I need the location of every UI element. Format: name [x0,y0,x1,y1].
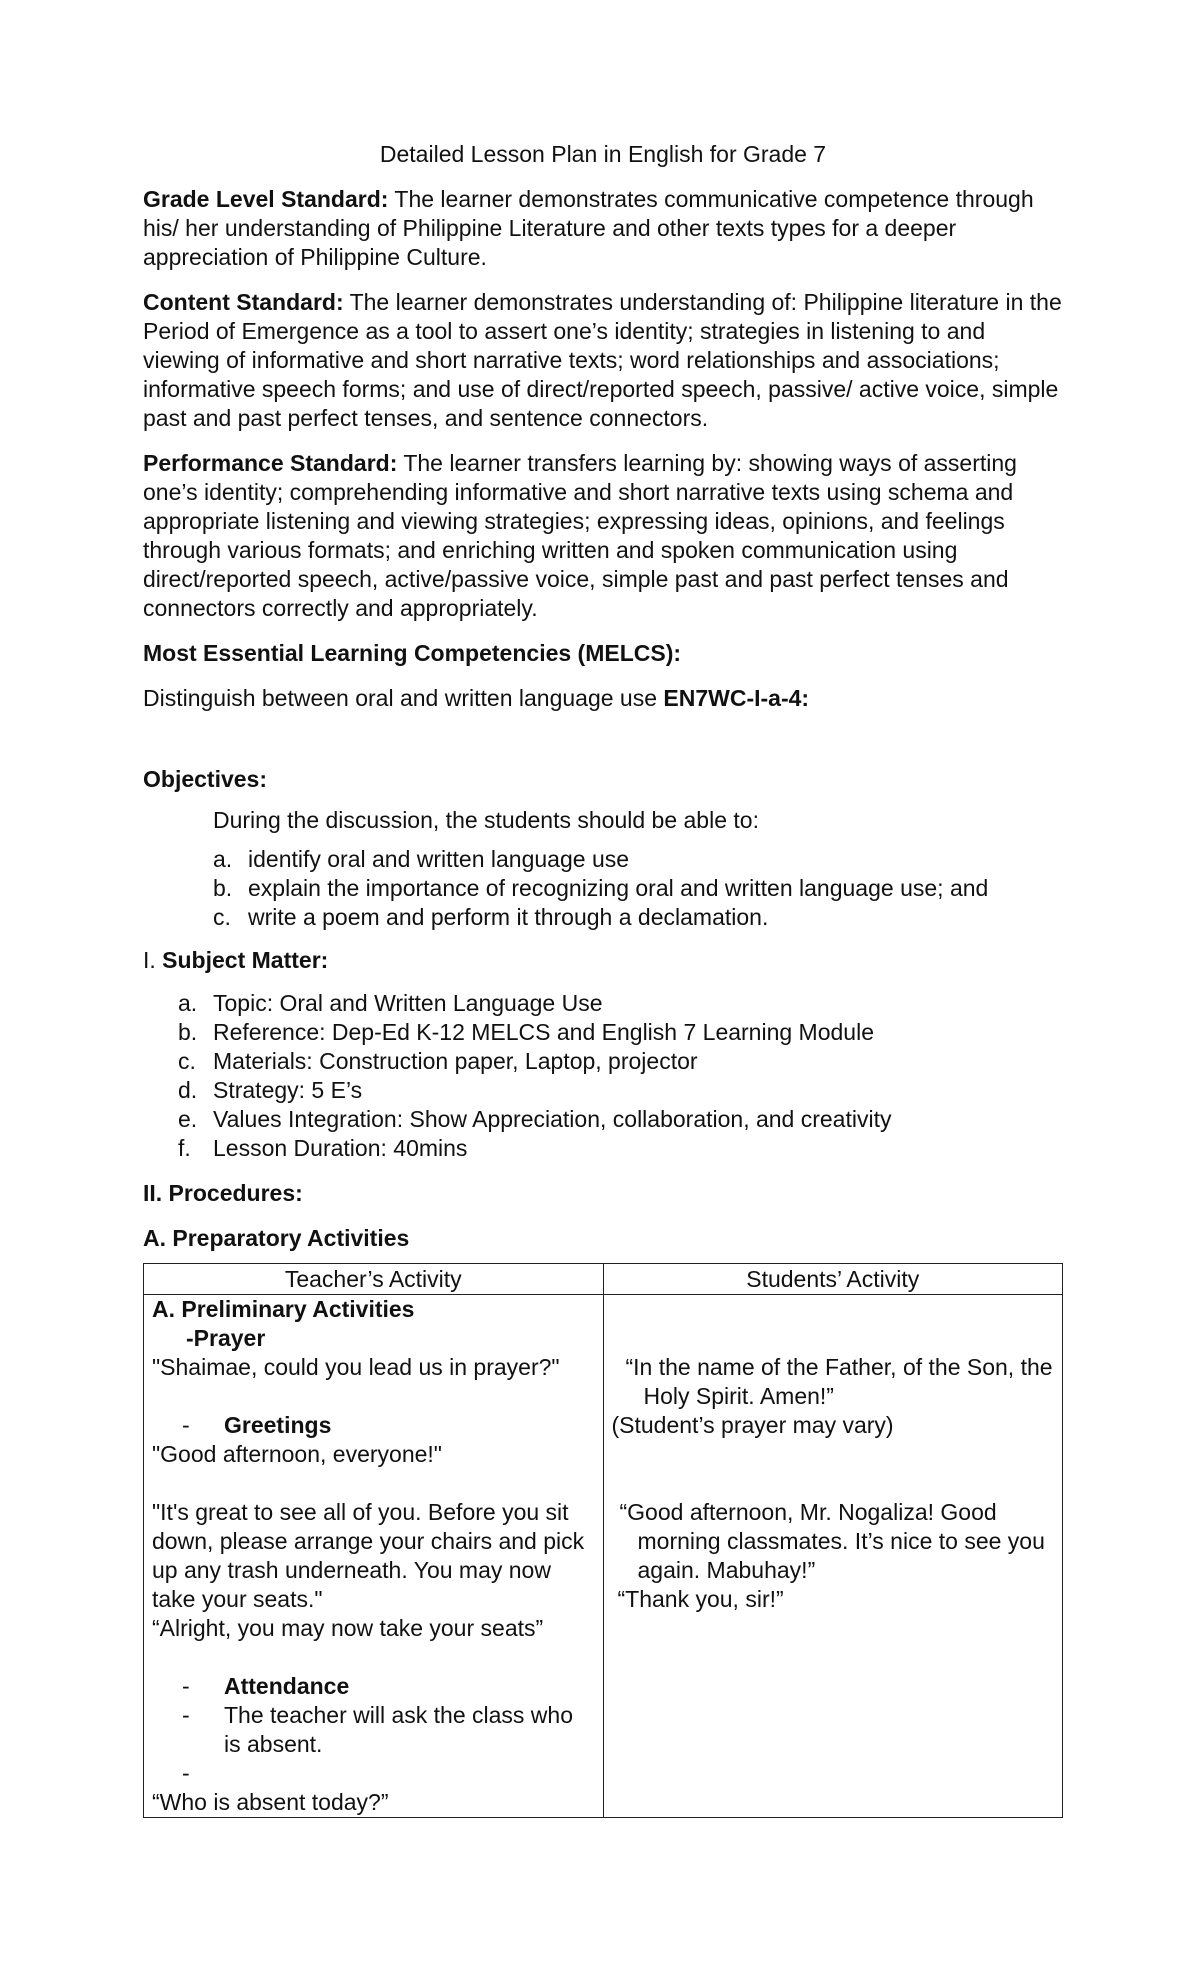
who-absent-text: “Who is absent today?” [152,1789,389,1815]
list-item-text: Reference: Dep-Ed K-12 MELCS and English 7 Learning Module [213,1019,874,1045]
list-item-text: Materials: Construction paper, Laptop, projector [213,1048,698,1074]
list-item-text: explain the importance of recognizing oral and written language use; and [248,875,989,901]
preparatory-heading-text: A. Preparatory Activities [143,1225,410,1251]
spacer [612,1440,1055,1469]
list-marker: a. [178,990,198,1016]
greeting-response: “Good afternoon, Mr. Nogaliza! Good morning classmates. It’s nice to see you again. Mabuhay!” [619,1499,1045,1583]
content-standard-text: The learner demonstrates understanding of: Philippine literature in the Period of Emergence as a tool to assert one’s identity; strategies in listening to and viewing of informative and short narrative texts; word relationships and associations; informative speech forms; and use of direct/reported speech, passive/ active voice, simple past and past perfect tenses, and sentence connectors. [143,289,1062,431]
preparatory-heading [143,1224,1063,1253]
list-marker: d. [178,1077,198,1103]
preliminary-heading [152,1295,595,1324]
melcs-heading-text: Most Essential Learning Competencies (MELCS): [143,640,682,666]
prayer-question: "Shaimae, could you lead us in prayer?" [152,1354,560,1380]
subject-matter-heading-text: Subject Matter: [162,947,329,973]
attendance-heading-text: Attendance [224,1673,350,1699]
list-item-text: Strategy: 5 E’s [213,1077,363,1103]
dash-marker: - [182,1412,190,1438]
list-marker: f. [178,1135,191,1161]
performance-standard-text: The learner transfers learning by: showing ways of asserting one’s identity; comprehending informative and short narrative texts using schema and appropriate listening and viewing strategies; expressing ideas, opinions, and feelings through various formats; and enriching written and spoken communication using direct/reported speech, active/passive voice, simple past and past perfect tenses and connectors correctly and appropriately. [143,450,1017,621]
arrange-chairs-text: "It's great to see all of you. Before you sit down, please arrange your chairs and pick up any trash underneath. You may now take your seats." [152,1499,585,1612]
dash-marker: - [182,1673,190,1699]
list-item [213,903,1063,932]
greeting-text: "Good afternoon, everyone!" [152,1441,442,1467]
objectives-heading-text: Objectives: [143,766,267,792]
list-item [143,1047,1063,1076]
empty-dash-item [152,1759,595,1788]
grade-level-standard-text: The learner demonstrates communicative competence through his/ her understanding of Philippine Literature and other texts types for a deeper appreciation of Philippine Culture. [143,186,1034,270]
teacher-column-header: Teacher’s Activity [144,1264,604,1295]
melcs-heading [143,639,1063,668]
list-item [143,989,1063,1018]
thanks-response: “Thank you, sir!” [617,1586,784,1612]
list-marker: b. [213,875,233,901]
prayer-note: (Student’s prayer may vary) [611,1412,894,1438]
list-item [213,845,1063,874]
performance-standard-label: Performance Standard: [143,450,398,476]
melcs-code: EN7WC-I-a-4: [663,685,810,711]
spacer [152,1643,595,1672]
greetings-heading [152,1411,595,1440]
list-item [143,1105,1063,1134]
spacer [152,1382,595,1411]
ask-absent-item [152,1701,595,1759]
list-item-text: identify oral and written language use [248,846,630,872]
content-standard-label: Content Standard: [143,289,344,315]
performance-standard [143,449,1063,623]
subject-matter-heading [143,946,1063,975]
list-item-text: Lesson Duration: 40mins [213,1135,468,1161]
list-item-text: write a poem and perform it through a declamation. [248,904,769,930]
list-item [213,874,1063,903]
spacer [143,713,1063,765]
list-marker: c. [213,904,231,930]
prayer-heading [152,1324,595,1353]
subject-matter-list [143,989,1063,1163]
spacer [612,1295,1055,1324]
lesson-plan-page [143,140,1063,1818]
list-item-text: Values Integration: Show Appreciation, collaboration, and creativity [213,1106,892,1132]
list-marker: a. [213,846,233,872]
objectives-heading [143,765,1063,794]
dash-marker: - [182,1702,190,1728]
activity-table [143,1263,1063,1818]
table-row [144,1295,1063,1818]
students-activity-cell [603,1295,1063,1818]
spacer [612,1324,1055,1353]
preliminary-heading-text: A. Preliminary Activities [152,1296,415,1322]
dash-marker: - [182,1760,190,1786]
melcs-competency [143,684,1063,713]
list-item [143,1134,1063,1163]
content-standard [143,288,1063,433]
objectives-list [143,845,1063,932]
students-column-header: Students’ Activity [603,1264,1063,1295]
subject-matter-section [143,989,1063,1163]
greetings-heading-text: Greetings [224,1412,332,1438]
procedures-heading-text: II. Procedures: [143,1180,303,1206]
spacer [152,1469,595,1498]
list-marker: b. [178,1019,198,1045]
list-item-text: Topic: Oral and Written Language Use [213,990,603,1016]
objectives-intro: During the discussion, the students should be able to: [213,807,759,833]
take-seats-text: “Alright, you may now take your seats” [152,1615,544,1641]
grade-level-standard-label: Grade Level Standard: [143,186,389,212]
ask-absent-text: The teacher will ask the class who is absent. [224,1702,573,1757]
melcs-text: Distinguish between oral and written language use [143,685,664,711]
attendance-heading [152,1672,595,1701]
grade-level-standard [143,185,1063,272]
subject-matter-prefix: I. [143,947,163,973]
table-header-row [144,1264,1063,1295]
document-title: Detailed Lesson Plan in English for Grade 7 [379,141,827,167]
prayer-heading-text: -Prayer [186,1325,266,1351]
list-item [143,1018,1063,1047]
list-marker: e. [178,1106,198,1132]
teacher-activity-cell [144,1295,604,1818]
spacer [612,1469,1055,1498]
prayer-response: “In the name of the Father, of the Son, the Holy Spirit. Amen!” [625,1354,1053,1409]
list-item [143,1076,1063,1105]
list-marker: c. [178,1048,196,1074]
procedures-heading [143,1179,1063,1208]
